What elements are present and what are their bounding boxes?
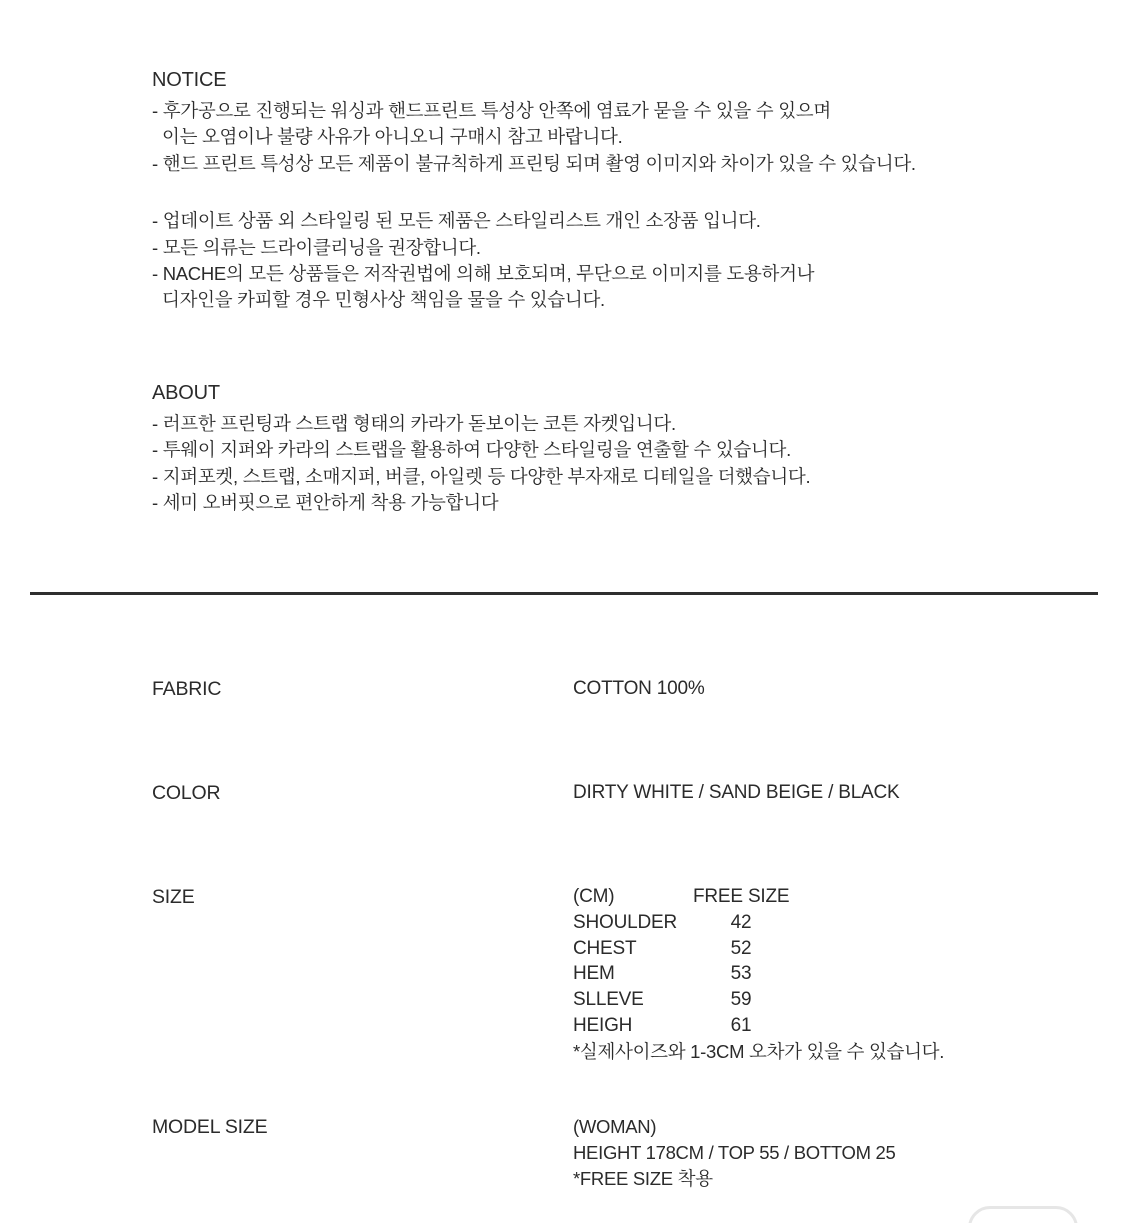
model-size-details (573, 1114, 896, 1192)
notice-line: - 후가공으로 진행되는 워싱과 핸드프린트 특성상 안쪽에 염료가 묻을 수 있을 수 있으며 (152, 100, 831, 121)
spec-row-fabric (152, 676, 1092, 706)
fabric-label: FABRIC (152, 678, 222, 700)
notice-line: - 업데이트 상품 외 스타일링 된 모든 제품은 스타일리스트 개인 소장품 입니다. (152, 210, 761, 232)
spec-row-size (152, 884, 1092, 1069)
notice-line: - 핸드 프린트 특성상 모든 제품이 불규칙하게 프린팅 되며 촬영 이미지와 차이가 있을 수 있습니다. (152, 152, 916, 174)
size-row-name: SHOULDER (573, 911, 677, 933)
color-label: COLOR (152, 782, 221, 804)
notice-line: - NACHE의 모든 상품들은 저작권법에 의해 보호되며, 무단으로 이미지를 도용하거나 (152, 263, 815, 285)
size-unit-header: (CM) (573, 886, 615, 907)
color-value: DIRTY WHITE / SAND BEIGE / BLACK (573, 782, 900, 803)
size-row-value: 42 (730, 911, 752, 933)
size-label: SIZE (152, 886, 195, 908)
model-size-label: MODEL SIZE (152, 1116, 268, 1138)
size-row-name: HEIGH (573, 1014, 633, 1036)
about-line: - 러프한 프린팅과 스트랩 형태의 카라가 돋보이는 코튼 자켓입니다. (152, 413, 676, 434)
size-table (573, 884, 1093, 1065)
notice-line: 이는 오염이나 불량 사유가 아니오니 구매시 참고 바랍니다. (162, 126, 623, 148)
size-row-value: 59 (730, 989, 752, 1011)
size-table-row (573, 910, 1093, 936)
size-table-row (573, 987, 1093, 1013)
size-row-value: 52 (730, 937, 752, 959)
notice-title: NOTICE (152, 69, 227, 91)
spec-row-color (152, 780, 1092, 810)
notice-section (152, 68, 1052, 314)
size-column-header: FREE SIZE (693, 886, 790, 907)
size-tolerance-note: *실제사이즈와 1-3CM 오차가 있을 수 있습니다. (573, 1040, 945, 1062)
notice-line: 디자인을 카피할 경우 민형사상 책임을 물을 수 있습니다. (162, 289, 605, 311)
notice-line: - 모든 의류는 드라이클리닝을 권장합니다. (152, 236, 481, 258)
size-row-name: CHEST (573, 937, 637, 959)
section-divider (30, 592, 1098, 595)
model-size-line: (WOMAN) (573, 1116, 657, 1137)
about-section (152, 381, 1052, 517)
size-table-header (573, 884, 1093, 910)
about-line: - 투웨이 지퍼와 카라의 스트랩을 활용하여 다양한 스타일링을 연출할 수 있습니다. (152, 439, 791, 461)
size-table-row (573, 961, 1093, 987)
floating-button-partial[interactable] (968, 1206, 1078, 1223)
model-size-line: *FREE SIZE 착용 (573, 1168, 713, 1189)
about-title: ABOUT (152, 382, 220, 404)
size-table-row (573, 936, 1093, 962)
about-line: - 세미 오버핏으로 편안하게 착용 가능합니다 (152, 492, 499, 514)
spec-row-model-size (152, 1114, 1092, 1204)
about-line: - 지퍼포켓, 스트랩, 소매지퍼, 버클, 아일렛 등 다양한 부자재로 디테일을 더했습니다. (152, 465, 811, 487)
size-row-value: 61 (730, 1014, 752, 1036)
size-row-name: SLLEVE (573, 989, 644, 1011)
size-row-value: 53 (730, 963, 752, 985)
size-row-name: HEM (573, 963, 615, 985)
fabric-value: COTTON 100% (573, 678, 705, 699)
size-table-row (573, 1013, 1093, 1039)
model-size-line: HEIGHT 178CM / TOP 55 / BOTTOM 25 (573, 1142, 896, 1163)
